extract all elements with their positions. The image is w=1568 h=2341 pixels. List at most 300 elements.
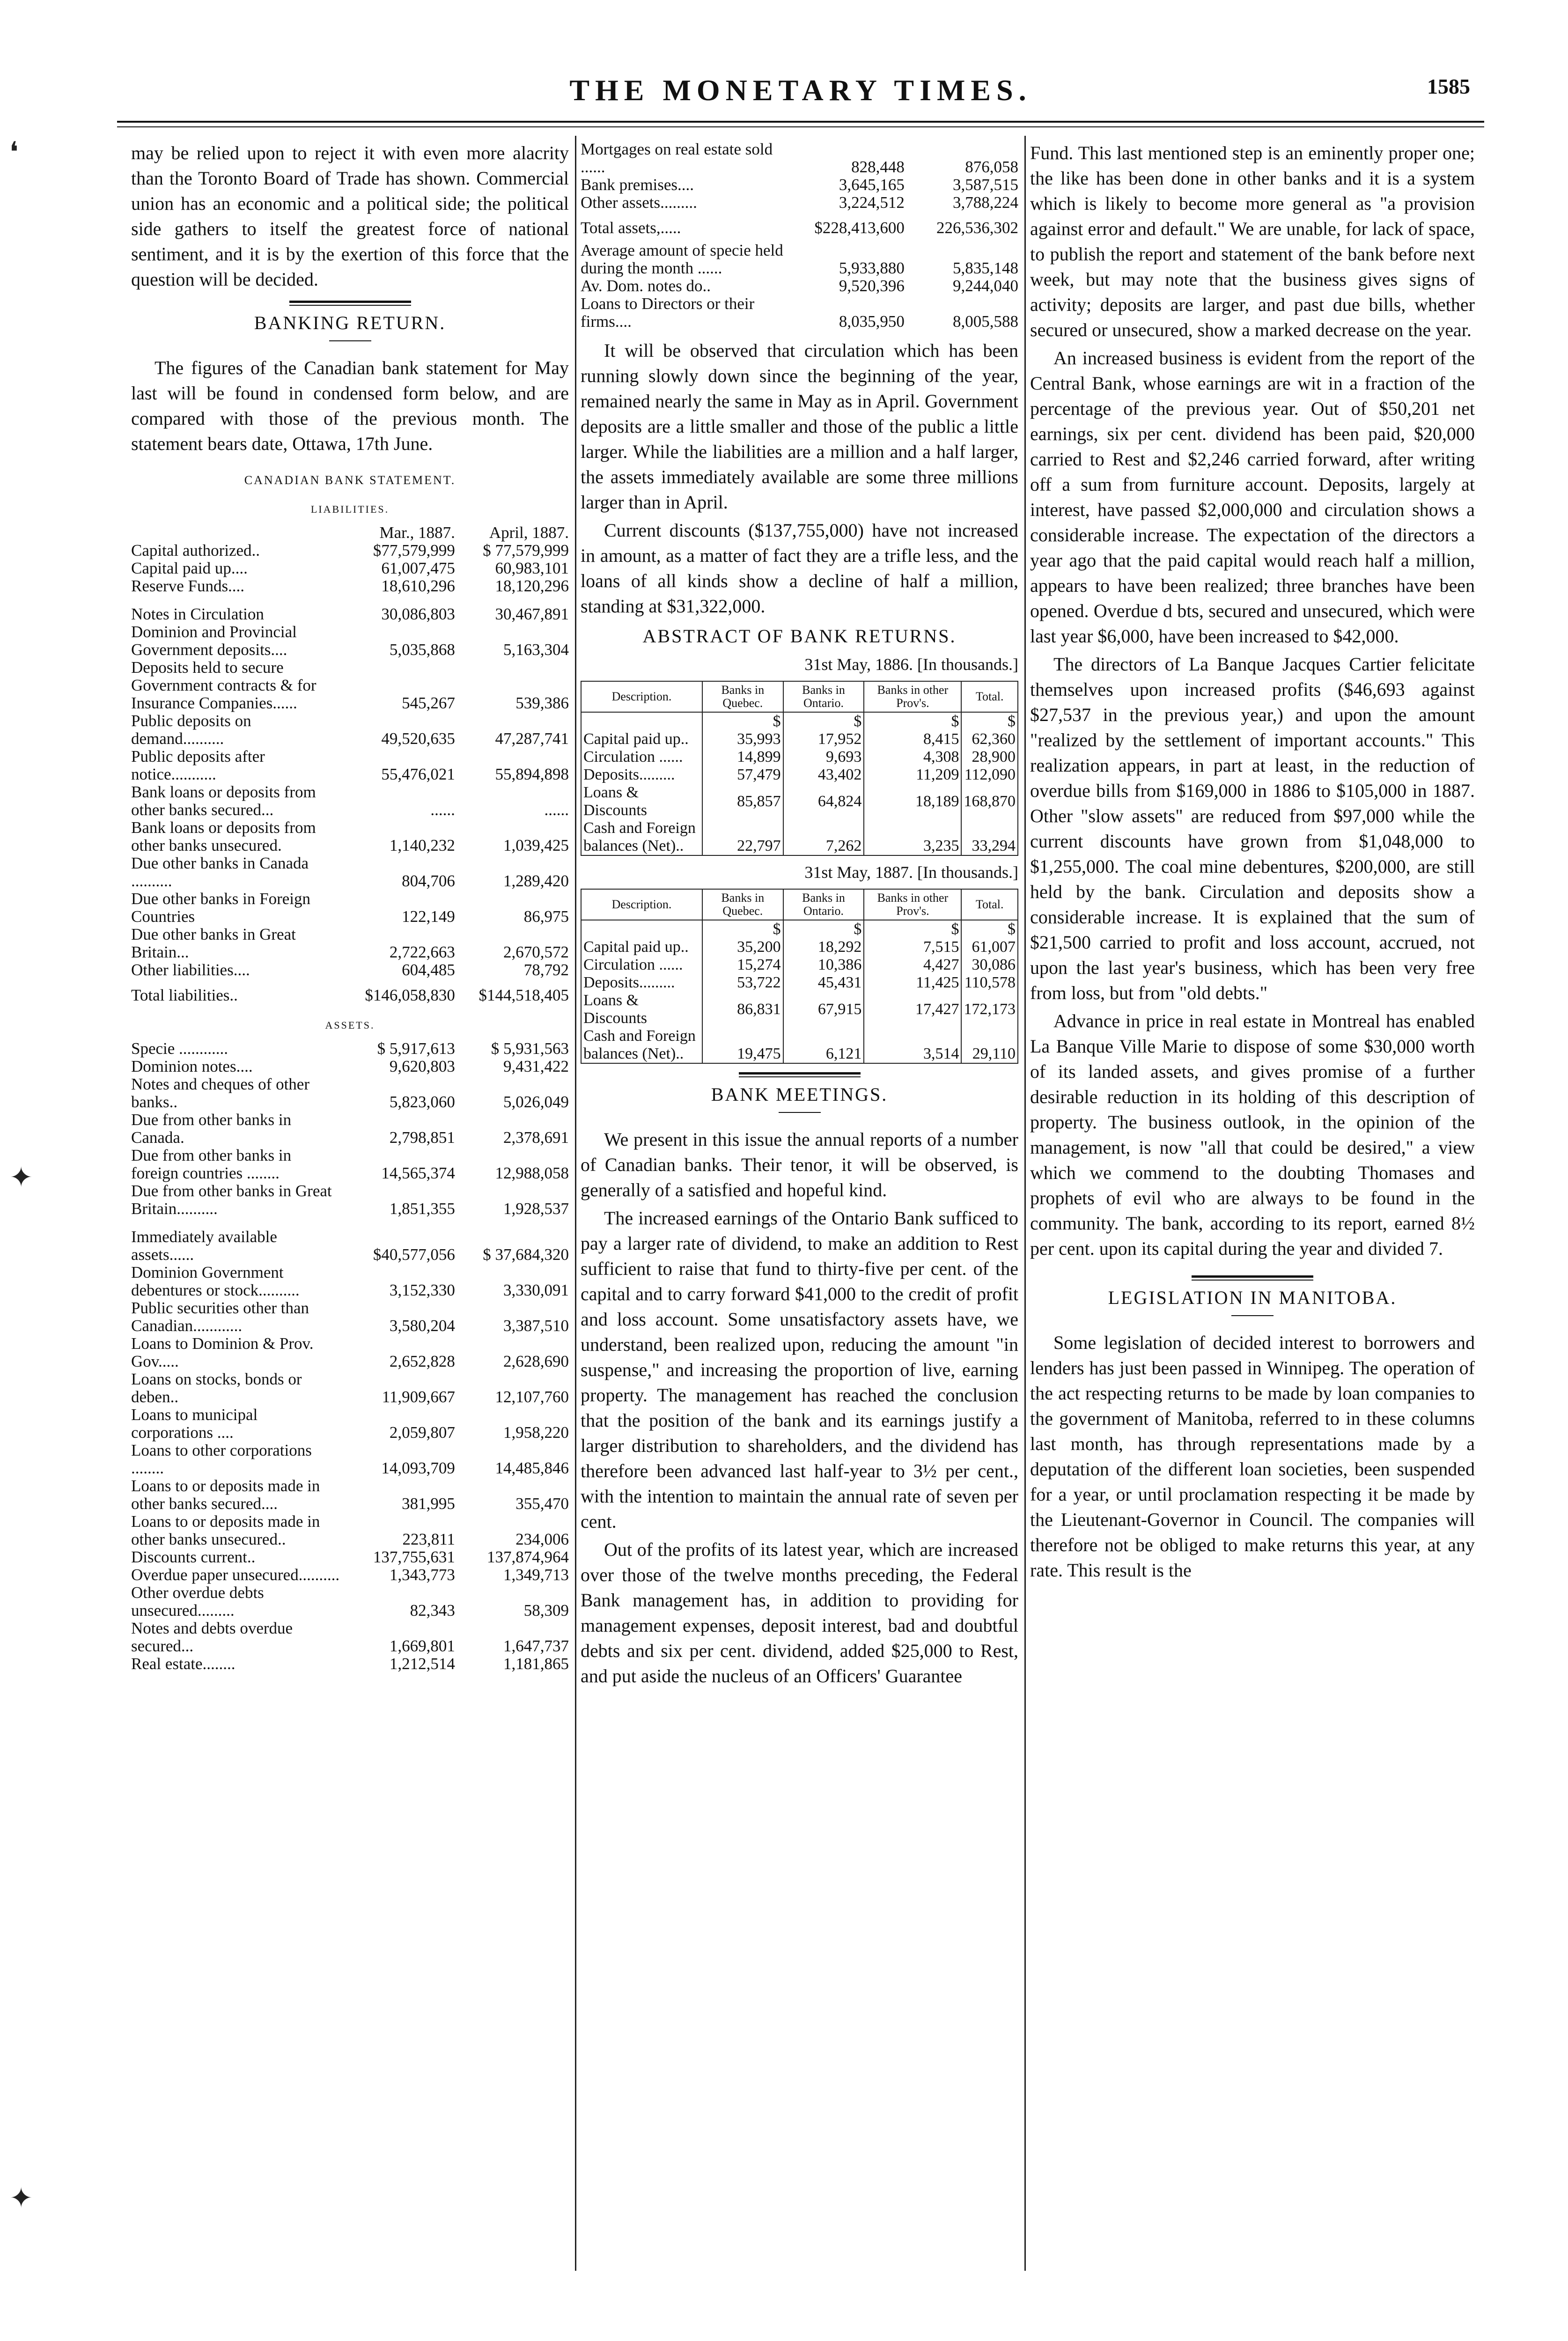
abstract-cell: 43,402 (783, 766, 864, 784)
abstract-cell: 3,235 (864, 837, 961, 855)
table-row (131, 595, 569, 623)
abstract-row (581, 819, 1018, 837)
row-value-apr: ...... (544, 801, 569, 819)
row-value-apr: 1,928,537 (503, 1200, 569, 1218)
abstract-column-header: Banks in Ontario. (783, 681, 864, 712)
abstract-cell: 62,360 (961, 730, 1018, 748)
abstract-row (581, 730, 1018, 748)
abstract-cell: Cash and Foreign (581, 1027, 702, 1045)
abstract-cell (961, 819, 1018, 837)
row-value-mar: 3,580,204 (389, 1317, 455, 1335)
table-row (131, 577, 569, 595)
abstract-column-header: Description. (581, 681, 702, 712)
abstract-cell (864, 819, 961, 837)
abstract-cell: Circulation ...... (581, 748, 702, 766)
abstract-cell: 11,209 (864, 766, 961, 784)
row-label: Av. Dom. notes do.. (581, 277, 711, 295)
row-value-mar: $ 5,917,613 (377, 1039, 455, 1058)
abstract-cell: 10,386 (783, 956, 864, 974)
abstract-column-header: Total. (961, 889, 1018, 920)
row-value-mar: 804,706 (402, 872, 455, 890)
abstract-cell (961, 1027, 1018, 1045)
abstract-cell: 14,899 (702, 748, 783, 766)
abstract-row (581, 974, 1018, 992)
row-value-mar: 2,798,851 (389, 1128, 455, 1147)
row-value-apr: 1,349,713 (503, 1566, 569, 1584)
abstract-row (581, 938, 1018, 956)
row-label: Bank loans or deposits from other banks unsecured. (131, 818, 316, 854)
row-value-apr: 234,006 (515, 1530, 569, 1548)
abstract-cell: $ (702, 712, 783, 730)
row-value-apr: 47,287,741 (495, 729, 569, 748)
table-row (131, 748, 569, 783)
abstract-heading: ABSTRACT OF BANK RETURNS. (642, 626, 957, 647)
abstract-cell: 45,431 (783, 974, 864, 992)
abstract-cell: Circulation ...... (581, 956, 702, 974)
row-value-mar: 828,448 (851, 158, 905, 176)
row-label: Dominion and Provincial Government deposits.... (131, 623, 297, 659)
table-row (131, 819, 569, 854)
table-row (131, 783, 569, 819)
table-row (131, 1655, 569, 1673)
row-value-apr: 2,628,690 (503, 1352, 569, 1370)
row-value-mar: 3,152,330 (389, 1281, 455, 1299)
table-row (131, 1477, 569, 1513)
abstract-cell: 67,915 (783, 992, 864, 1027)
margin-mark: ❛ (9, 137, 19, 168)
header-rule (117, 121, 1484, 123)
row-label: Specie ............ (131, 1039, 228, 1058)
row-value-apr: 3,387,510 (503, 1317, 569, 1335)
row-value-mar: 9,620,803 (389, 1057, 455, 1075)
table-row (131, 659, 569, 712)
short-rule (779, 1112, 821, 1113)
table-row (131, 1370, 569, 1406)
row-label: Other overdue debts unsecured......... (131, 1583, 264, 1620)
table-row (581, 140, 1018, 176)
row-value-mar: 2,652,828 (389, 1352, 455, 1370)
row-value-apr: 2,670,572 (503, 943, 569, 961)
row-label: Due other banks in Great Britain... (131, 925, 296, 961)
row-label: Discounts current.. (131, 1548, 256, 1566)
row-value-mar: 1,212,514 (389, 1655, 455, 1673)
row-value-mar: 14,093,709 (381, 1459, 455, 1477)
federal-bank-paragraph: Out of the profits of its latest year, which are increased over those of the twelve months preceding, the Federal Bank management has, in addition to providing for management expenses, deposit interest, bad and doubtful debts and six per cent. dividend, added $25,000 to Rest, and put aside the nucleus of an Officers' Guarantee (581, 1539, 1018, 1686)
abstract-cell (783, 1027, 864, 1045)
assets-title: ASSETS. (325, 1019, 375, 1031)
row-value-mar: 3,645,165 (839, 176, 905, 194)
abstract-cell: 18,189 (864, 784, 961, 819)
row-label: Due from other banks in Great Britain.......... (131, 1182, 332, 1218)
abstract-row (581, 992, 1018, 1027)
abstract-cell: 168,870 (961, 784, 1018, 819)
abstract-cell: 53,722 (702, 974, 783, 992)
row-value-mar: 604,485 (402, 961, 455, 979)
abstract-cell: 6,121 (783, 1045, 864, 1063)
abstract-cell: Cash and Foreign (581, 819, 702, 837)
row-value-apr: 2,378,691 (503, 1128, 569, 1147)
table-row (131, 542, 569, 559)
abstract-cell: Capital paid up.. (581, 730, 702, 748)
row-value-mar: 3,224,512 (839, 193, 905, 212)
row-value-apr: 1,647,737 (503, 1637, 569, 1655)
table-row (131, 854, 569, 890)
row-value-apr: 12,988,058 (495, 1164, 569, 1182)
row-value-mar: 9,520,396 (839, 277, 905, 295)
row-value-apr: 539,386 (515, 694, 569, 712)
abstract-cell: 57,479 (702, 766, 783, 784)
banking-return-paragraph: The figures of the Canadian bank statement for May last will be found in condensed form below, and are compared with those of the previous month. The statement bears date, Ottawa, 17th June. (131, 357, 569, 454)
section-rule (289, 301, 411, 306)
row-value-apr: 3,587,515 (953, 176, 1018, 194)
table-row (131, 1058, 569, 1075)
abstract-row (581, 784, 1018, 819)
row-value-mar: 1,140,232 (389, 836, 455, 854)
abstract-cell: $ (961, 712, 1018, 730)
federal-bank-continued: Fund. This last mentioned step is an eminently proper one; the like has been done in other banks and it is a system which is likely to become more general as "a provision against error and default." We are unable, for lack of space, to publish the report and statement of the bank before next week, but may note that the business gives signs of activity; deposits are larger, and past due bills, whether secured or unsecured, show a marked decrease on the year. (1030, 142, 1475, 340)
row-value-apr: $ 37,684,320 (483, 1245, 569, 1264)
table-row (131, 623, 569, 659)
row-label: Other assets......... (581, 193, 697, 212)
row-label: Bank premises.... (581, 176, 694, 194)
margin-mark: ✦ (9, 1162, 33, 1193)
abstract-cell: $ (961, 920, 1018, 938)
table-row (131, 1584, 569, 1620)
abstract-cell: 19,475 (702, 1045, 783, 1063)
table-row (131, 890, 569, 926)
row-value-apr: 9,431,422 (503, 1057, 569, 1075)
liabilities-table (131, 524, 569, 1009)
row-label: Notes in Circulation (131, 605, 264, 623)
abstract-cell: 61,007 (961, 938, 1018, 956)
intro-paragraph: may be relied upon to reject it with even more alacrity than the Toronto Board of Trade has shown. Commercial union has an economic and a political side; the political side gathers to itself the greatest force of national sentiment, and it is by the exertion of this force that the question will be decided. (131, 142, 569, 290)
abstract-1887-subtitle: 31st May, 1887. [In thousands.] (804, 863, 1018, 882)
abstract-cell: 33,294 (961, 837, 1018, 855)
row-label: Loans to municipal corporations .... (131, 1406, 258, 1442)
table-row (131, 1075, 569, 1111)
row-value-mar: 18,610,296 (381, 577, 455, 595)
table-row (581, 176, 1018, 194)
abstract-cell: 15,274 (702, 956, 783, 974)
page-header (117, 70, 1484, 117)
abstract-cell (702, 1027, 783, 1045)
row-value-apr: 78,792 (523, 961, 569, 979)
assets-table (131, 1040, 569, 1673)
abstract-cell: 3,514 (864, 1045, 961, 1063)
row-value-mar: 5,035,868 (389, 640, 455, 659)
liabilities-title: LIABILITIES. (310, 503, 390, 515)
ontario-bank-paragraph: The increased earnings of the Ontario Bank sufficed to pay a larger rate of dividend, to make an addition to Rest sufficient to raise that fund to thirty-five per cent. of the capital and to carry forward $41,000 to the credit of profit and loss account. Some unsatisfactory assets have, we understand, been realized upon, reducing the amount "in suspense," and increasing the proportion of live, earning property. The management has reached the conclusion that the position of the bank and its earnings justify a larger distribution to shareholders, and the dividend has therefore been advanced last half-year to 3½ per cent., with the intention to maintain the annual rate of seven per cent. (581, 1207, 1018, 1532)
row-value-mar: 2,722,663 (389, 943, 455, 961)
row-label: Reserve Funds.... (131, 577, 245, 595)
row-value-apr: 1,039,425 (503, 836, 569, 854)
statement-title: CANADIAN BANK STATEMENT. (244, 473, 456, 487)
row-value-mar: 381,995 (402, 1494, 455, 1513)
abstract-cell: 172,173 (961, 992, 1018, 1027)
row-value-apr: 12,107,760 (495, 1388, 569, 1406)
row-label: Capital paid up.... (131, 559, 248, 577)
table-header-row (131, 524, 569, 542)
meetings-intro-paragraph: We present in this issue the annual reports of a number of Canadian banks. Their tenor, it will be observed, is generally of a satisfied and hopeful kind. (581, 1129, 1018, 1200)
abstract-cell: Loans & Discounts (581, 784, 702, 819)
table-row (581, 277, 1018, 295)
row-value-mar: 14,565,374 (381, 1164, 455, 1182)
row-label: Mortgages on real estate sold ...... (581, 140, 773, 176)
banking-return-heading: BANKING RETURN. (254, 312, 446, 333)
abstract-cell: 11,425 (864, 974, 961, 992)
row-value-apr: 14,485,846 (495, 1459, 569, 1477)
abstract-cell: Deposits......... (581, 766, 702, 784)
row-label: Public deposits on demand.......... (131, 712, 251, 748)
row-label: Due from other banks in Canada. (131, 1111, 292, 1147)
row-value-apr: 3,788,224 (953, 193, 1018, 212)
short-rule (329, 340, 371, 341)
abstract-column-header: Banks in other Prov's. (864, 681, 961, 712)
abstract-row (581, 712, 1018, 730)
row-value-mar: 545,267 (402, 694, 455, 712)
row-label: Loans on stocks, bonds or deben.. (131, 1370, 302, 1406)
row-label: Average amount of specie held during the month ...... (581, 241, 783, 277)
row-value-apr: 60,983,101 (495, 559, 569, 577)
column-divider-1 (575, 136, 576, 2271)
row-value-apr: $ 77,579,999 (483, 541, 569, 559)
abstract-cell: 85,857 (702, 784, 783, 819)
abstract-cell (783, 819, 864, 837)
row-value-mar: 2,059,807 (389, 1423, 455, 1442)
abstract-1887-table (581, 889, 1018, 1064)
table-row (581, 295, 1018, 331)
row-value-mar: 55,476,021 (381, 765, 455, 783)
abstract-cell: 7,515 (864, 938, 961, 956)
row-value-apr: 1,289,420 (503, 872, 569, 890)
row-label: Other liabilities.... (131, 961, 250, 979)
row-label: Loans to or deposits made in other banks unsecured.. (131, 1512, 320, 1548)
assets-table-continued (581, 140, 1018, 331)
abstract-cell: 22,797 (702, 837, 783, 855)
table-row (131, 1566, 569, 1584)
row-label: Real estate........ (131, 1655, 236, 1673)
abstract-row (581, 956, 1018, 974)
abstract-column-header: Total. (961, 681, 1018, 712)
total-liabilities-row: Total liabilities.. $146,058,830 $144,518,405 (131, 986, 569, 1004)
abstract-cell: 4,427 (864, 956, 961, 974)
row-value-mar: $40,577,056 (373, 1245, 455, 1264)
row-value-mar: 223,811 (402, 1530, 455, 1548)
margin-mark: ✦ (9, 2183, 33, 2214)
row-label: Bank loans or deposits from other banks secured... (131, 783, 316, 819)
short-rule (1231, 1315, 1274, 1316)
table-row (131, 926, 569, 961)
row-value-mar: 5,823,060 (389, 1093, 455, 1111)
abstract-cell: 35,993 (702, 730, 783, 748)
col-header-apr: April, 1887. (489, 523, 569, 542)
row-value-mar: 1,669,801 (389, 1637, 455, 1655)
masthead-title: THE MONETARY TIMES. (569, 74, 1032, 107)
abstract-cell: 35,200 (702, 938, 783, 956)
abstract-row (581, 1027, 1018, 1045)
table-row (131, 1335, 569, 1370)
row-label: Dominion Government debentures or stock.......... (131, 1263, 300, 1299)
abstract-column-header: Banks in other Prov's. (864, 889, 961, 920)
table-row (131, 1620, 569, 1655)
abstract-cell: 18,292 (783, 938, 864, 956)
legislation-heading: LEGISLATION IN MANITOBA. (1108, 1287, 1397, 1308)
row-value-mar: $77,579,999 (373, 541, 455, 559)
row-value-apr: 876,058 (965, 158, 1018, 176)
row-label: Dominion notes.... (131, 1057, 253, 1075)
row-label: Notes and cheques of other banks.. (131, 1075, 309, 1111)
abstract-cell: balances (Net).. (581, 837, 702, 855)
abstract-row (581, 748, 1018, 766)
row-label: Loans to or deposits made in other banks secured.... (131, 1477, 320, 1513)
central-bank-paragraph: An increased business is evident from the report of the Central Bank, whose earnings are wit in a fraction of the percentage of the previous year. Out of $50,201 net earnings, six per cent. dividend has been paid, $20,000 carried to Rest and $2,246 carried forward, after writing off a sum from furniture account. Deposits, largely at interest, have passed $2,000,000 and circulation shows a considerable increase. The expectation of the directors a year ago that the paid capital would reach half a million, appears to have been realized; three branches have been opened. Overdue d bts, secured and unsecured, which were last year $6,000, have been increased to $42,000. (1030, 347, 1475, 647)
abstract-cell: Deposits......... (581, 974, 702, 992)
abstract-cell: Capital paid up.. (581, 938, 702, 956)
abstract-cell: $ (864, 920, 961, 938)
row-label: Due other banks in Foreign Countries (131, 890, 310, 926)
row-label: Due other banks in Canada .......... (131, 854, 309, 890)
table-row (131, 1111, 569, 1147)
header-rule-thin (117, 126, 1484, 127)
abstract-cell: 29,110 (961, 1045, 1018, 1063)
row-label: Capital authorized.. (131, 541, 260, 559)
table-row (131, 559, 569, 577)
abstract-cell: 112,090 (961, 766, 1018, 784)
row-value-mar: 11,909,667 (382, 1388, 455, 1406)
legislation-paragraph: Some legislation of decided interest to borrowers and lenders has just been passed in Winnipeg. The operation of the act respecting returns to be made by loan companies to the government of Manitoba, referred to in these columns last month, has through representations made by a deputation of the different loan societies, been suspended for a year, or until proclamation respecting it be made by the Lieutenant-Governor in Council. The companies will therefore not be obliged to make returns this year, at any rate. This result is the (1030, 1332, 1475, 1581)
row-label: Deposits held to secure Government contracts & for Insurance Companies...... (131, 658, 317, 712)
row-label: Public deposits after notice........... (131, 747, 265, 783)
row-label: Notes and debts overdue secured... (131, 1619, 293, 1655)
row-value-mar: 30,086,803 (381, 605, 455, 623)
table-row (131, 712, 569, 748)
section-rule (739, 1072, 861, 1077)
jacques-cartier-paragraph: The directors of La Banque Jacques Cartier felicitate themselves upon increased profits ($46,693 against $27,537 in the previous year,) and upon the amount "realized by the settlement of important accounts." This realization appears, in part at least, in the reduction of overdue bills from $169,000 in 1886 to $105,000 in 1887. Other "slow assets" are reduced from $97,000 while the current discounts have grown from $1,048,000 to $1,255,000. The coal mine debentures, $200,000, are still held by the bank. Circulation and deposits show a considerable increase. It is explained that the sum of $21,500 carried to profit and loss account, accrued, not upon the last year's business, which has been very free from loss, but from "old debts." (1030, 654, 1475, 1003)
col-header-mar: Mar., 1887. (379, 523, 455, 542)
row-value-apr: 18,120,296 (495, 577, 569, 595)
row-label: Overdue paper unsecured.......... (131, 1566, 340, 1584)
row-value-apr: $ 5,931,563 (491, 1039, 569, 1058)
row-value-apr: 5,026,049 (503, 1093, 569, 1111)
abstract-cell: $ (702, 920, 783, 938)
row-value-mar: 122,149 (402, 907, 455, 926)
row-value-apr: 3,330,091 (503, 1281, 569, 1299)
row-value-apr: 30,467,891 (495, 605, 569, 623)
abstract-row (581, 766, 1018, 784)
abstract-column-header: Banks in Quebec. (702, 681, 783, 712)
row-value-apr: 5,163,304 (503, 640, 569, 659)
abstract-row (581, 920, 1018, 938)
column-3 (1030, 140, 1475, 1586)
abstract-cell: 4,308 (864, 748, 961, 766)
abstract-cell: $ (864, 712, 961, 730)
row-label: Loans to Dominion & Prov. Gov..... (131, 1334, 314, 1370)
abstract-cell: balances (Net).. (581, 1045, 702, 1063)
abstract-column-header: Description. (581, 889, 702, 920)
table-row (131, 1513, 569, 1548)
table-row (131, 1264, 569, 1299)
abstract-cell (581, 712, 702, 730)
table-row (131, 1299, 569, 1335)
row-value-apr: 55,894,898 (495, 765, 569, 783)
abstract-1886-subtitle: 31st May, 1886. [In thousands.] (804, 655, 1018, 674)
abstract-row (581, 837, 1018, 855)
column-1 (131, 140, 569, 1673)
abstract-column-header: Banks in Ontario. (783, 889, 864, 920)
row-label: Loans to other corporations ........ (131, 1441, 312, 1477)
row-value-apr: 355,470 (515, 1494, 569, 1513)
table-row (131, 1548, 569, 1566)
abstract-cell: 30,086 (961, 956, 1018, 974)
circulation-paragraph: It will be observed that circulation which has been running slowly down since the beginning of the year, remained nearly the same in May as in April. Government deposits are a little smaller and those of the public a little larger. While the liabilities are a million and a half larger, the assets immediately available are some three millions larger than in April. (581, 340, 1018, 513)
abstract-cell: 7,262 (783, 837, 864, 855)
table-row (131, 1218, 569, 1264)
row-value-apr: 5,835,148 (953, 259, 1018, 277)
abstract-row (581, 1045, 1018, 1063)
row-value-mar: 1,851,355 (389, 1200, 455, 1218)
abstract-cell (581, 920, 702, 938)
discounts-paragraph: Current discounts ($137,755,000) have not increased in amount, as a matter of fact they are a trifle less, and the loans of all kinds show a decline of half a million, standing at $31,322,000. (581, 520, 1018, 617)
column-2 (581, 140, 1018, 1692)
table-row (131, 961, 569, 979)
abstract-cell: 9,693 (783, 748, 864, 766)
row-label: Public securities other than Canadian............ (131, 1299, 309, 1335)
abstract-cell: 8,415 (864, 730, 961, 748)
ville-marie-paragraph: Advance in price in real estate in Montreal has enabled La Banque Ville Marie to dispose of some $30,000 worth of its landed assets, and gives promise of a further desirable reduction in its holding of this description of property. The business outlook, in the opinion of the management, is now "all that could be desired," a view which we commend to the doubting Thomases and prophets of evil who are always to be found in the community. The bank, according to its report, earned 8½ per cent. upon its capital during the year and divided 7. (1030, 1010, 1475, 1259)
abstract-cell: 17,952 (783, 730, 864, 748)
row-label: Due from other banks in foreign countries ........ (131, 1146, 292, 1182)
row-value-apr: 1,958,220 (503, 1423, 569, 1442)
row-value-mar: 1,343,773 (389, 1566, 455, 1584)
page-number: 1585 (1427, 74, 1470, 98)
row-value-mar: 5,933,880 (839, 259, 905, 277)
row-value-apr: 8,005,588 (953, 312, 1018, 331)
row-value-apr: 58,309 (523, 1601, 569, 1620)
row-value-apr: 86,975 (523, 907, 569, 926)
row-value-mar: 61,007,475 (381, 559, 455, 577)
table-row (581, 194, 1018, 212)
abstract-column-header: Banks in Quebec. (702, 889, 783, 920)
table-row (131, 1040, 569, 1058)
abstract-cell: 64,824 (783, 784, 864, 819)
row-value-mar: 137,755,631 (373, 1548, 455, 1566)
column-divider-2 (1024, 136, 1026, 2271)
table-row (131, 1442, 569, 1477)
abstract-cell: 110,578 (961, 974, 1018, 992)
abstract-cell (864, 1027, 961, 1045)
row-value-apr: 137,874,964 (487, 1548, 569, 1566)
bank-meetings-heading: BANK MEETINGS. (711, 1084, 888, 1105)
abstract-cell: Loans & Discounts (581, 992, 702, 1027)
section-rule (1192, 1275, 1313, 1281)
total-assets-row: Total assets,..... $228,413,600 226,536,302 (581, 219, 1018, 237)
abstract-cell: 17,427 (864, 992, 961, 1027)
row-value-apr: 1,181,865 (503, 1655, 569, 1673)
abstract-cell: 86,831 (702, 992, 783, 1027)
row-value-apr: 9,244,040 (953, 277, 1018, 295)
row-value-mar: 82,343 (410, 1601, 455, 1620)
table-row (581, 242, 1018, 277)
abstract-cell: 28,900 (961, 748, 1018, 766)
abstract-1886-table (581, 681, 1018, 856)
abstract-cell (702, 819, 783, 837)
abstract-cell: $ (783, 920, 864, 938)
row-value-mar: ...... (430, 801, 455, 819)
abstract-cell: $ (783, 712, 864, 730)
table-row (131, 1147, 569, 1182)
row-label: Loans to Directors or their firms.... (581, 294, 755, 331)
table-row (131, 1406, 569, 1442)
